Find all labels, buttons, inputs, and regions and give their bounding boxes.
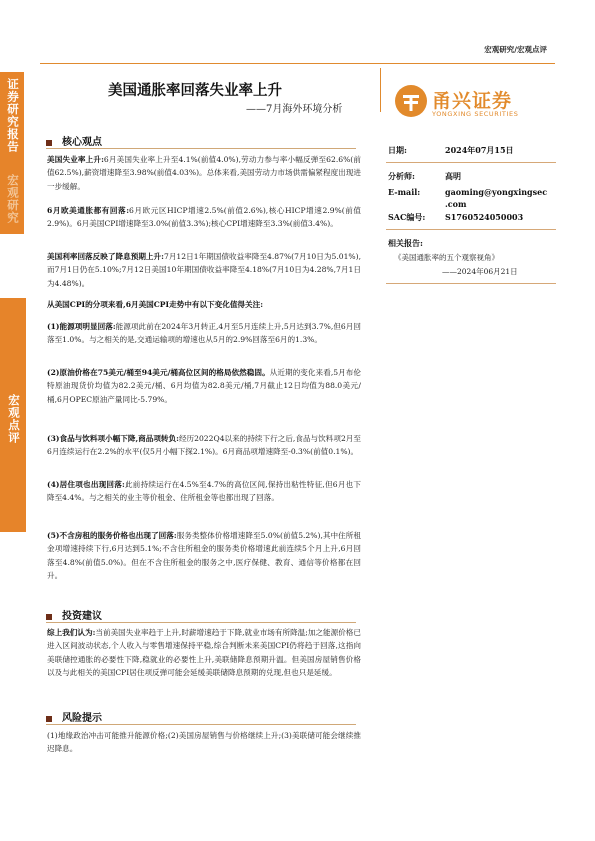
paragraph-lead: 美国利率回落反映了降息预期上升: xyxy=(47,252,164,261)
section-bullet-icon xyxy=(46,716,52,722)
section-risk-rule xyxy=(46,724,356,725)
paragraph-lead: (1)能源项明显回落: xyxy=(47,322,116,331)
email-value[interactable]: gaoming@yongxingsec xyxy=(445,187,548,197)
paragraph-unemployment xyxy=(47,153,361,193)
paragraph-housing xyxy=(47,478,361,505)
section-risk-heading xyxy=(46,709,102,724)
header-divider xyxy=(40,63,555,64)
company-name-cn: 甬兴证券 xyxy=(432,90,513,112)
section-invest-title: 投资建议 xyxy=(62,611,102,622)
paragraph-body: (1)地缘政治冲击可能推升能源价格;(2)美国房屋销售与价格继续上升;(3)美联储可能会继续推迟降息。 xyxy=(47,731,361,754)
paragraph-body: 经历2022Q4以来的持续下行之后,食品与饮料项2月至6月连续运行在2.2%的水平(仅5月小幅下探2.1%)。6月商品项增速降至-0.3%(前值0.1%)。 xyxy=(47,434,361,457)
side-tab-report-type xyxy=(0,72,24,234)
related-reports-label: 相关报告: xyxy=(388,238,423,248)
related-report-title[interactable]: 《美国通胀率的五个观察视角》 xyxy=(394,253,499,262)
paragraph-inflation xyxy=(47,204,361,231)
page-subtitle: ——7月海外环境分析 xyxy=(246,104,343,115)
paragraph-lead: (5)不含房租的服务价格也出现了回落: xyxy=(47,531,177,540)
paragraph-body: 服务类整体价格增速降至5.0%(前值5.2%),其中住所租金项增速持续下行,6月达到5.1%;不含住所租金的服务类价格增速此前连续5个月上升,6月回落至4.8%(前值5.0%)。但在不含住所租金的服务之中,医疗保健、教育、通信等价格都在回升。 xyxy=(47,531,361,581)
sac-label: SAC编号: xyxy=(388,212,426,222)
meta-divider xyxy=(386,229,556,230)
paragraph-services xyxy=(47,529,361,583)
sac-number: S1760524050003 xyxy=(445,212,524,222)
paragraph-body: 能源项此前在2024年3月转正,4月至5月连续上升,5月达到3.7%,但6月回落至1.0%。与之相关的是,交通运输项的增速也从5月的2.9%回落至6月的1.3%。 xyxy=(47,322,361,345)
side-tab-report-label: 证券研究报告 xyxy=(6,78,20,153)
paragraph-body: 6月欧元区HICP增速2.5%(前值2.6%),核心HICP增速2.9%(前值2.9%)。6月美国CPI增速降至3.0%(前值3.3%);核心CPI增速降至3.3%(前值3.4%)。 xyxy=(47,206,362,229)
section-invest-heading xyxy=(46,607,102,622)
paragraph-cpi-intro xyxy=(47,298,361,311)
section-core-rule xyxy=(46,148,356,149)
paragraph-rates xyxy=(47,250,361,290)
section-core-title: 核心观点 xyxy=(62,137,102,148)
paragraph-risk xyxy=(47,729,361,756)
title-divider xyxy=(380,68,381,112)
paragraph-body: 此前持续运行在4.5%至4.7%的高位区间,保持出粘性特征,但6月也下降至4.4%。与之相关的业主等价租金、住所租金等也都出现了回落。 xyxy=(47,480,361,503)
company-name-en: YONGXING SECURITIES xyxy=(432,110,519,118)
side-tab-commentary-label: 宏观点评 xyxy=(7,394,21,444)
paragraph-body: 6月美国失业率上升至4.1%(前值4.0%),劳动力参与率小幅反弹至62.6%(前值62.5%),薪资增速降至3.98%(前值4.03%)。总体来看,美国劳动力市场供需偏紧程度出现进一步缓解。 xyxy=(47,155,361,191)
paragraph-body: 7月12日1年期国债收益率降至4.87%(7月10日为5.01%),而7月1日仍在5.10%;7月12日美国10年期国债收益率降至4.18%(7月10日为4.28%,7月1日为4.48%)。 xyxy=(47,252,361,288)
paragraph-conclusion xyxy=(47,626,361,680)
analyst-label: 分析师: xyxy=(388,171,415,181)
section-risk-title: 风险提示 xyxy=(62,713,102,724)
paragraph-lead: 6月欧美通胀都有回落: xyxy=(47,206,130,215)
analyst-name: 高明 xyxy=(445,171,461,181)
paragraph-body: 当前美国失业率趋于上升,时薪增速趋于下降,就业市场有所降温;加之能源价格已进入区间波动状态,个人收入与零售增速保持平稳,综合判断未来美国CPI仍将趋于回落,这指向美联储控通胀的必要性下降,稳就业的必要性上升,美联储降息预期升温。但美国房屋销售价格以及与此相关的美国CPI居住项反弹可能会延缓美联储降息预期的兑现,但也只是延缓。 xyxy=(47,628,362,678)
paragraph-lead: 从美国CPI的分项来看,6月美国CPI走势中有以下变化值得关注: xyxy=(47,300,263,309)
paragraph-lead: 综上我们认为: xyxy=(47,628,96,637)
paragraph-lead: (4)居住项也出现回落: xyxy=(47,480,125,489)
side-tab-commentary xyxy=(0,298,26,532)
meta-divider xyxy=(386,162,556,163)
side-tab-research-label: 宏观研究 xyxy=(6,174,20,224)
section-bullet-icon xyxy=(46,140,52,146)
paragraph-lead: 美国失业率上升: xyxy=(47,155,104,164)
section-invest-rule xyxy=(46,622,356,623)
paragraph-lead: (3)食品与饮料项小幅下降,商品项转负: xyxy=(47,434,179,443)
related-report-date: ——2024年06月21日 xyxy=(442,267,518,276)
meta-divider xyxy=(386,283,556,284)
report-category: 宏观研究/宏观点评 xyxy=(484,45,547,54)
company-logo-icon xyxy=(394,84,428,118)
page-title: 美国通胀率回落失业率上升 xyxy=(108,83,282,99)
paragraph-lead: (2)原油价格在75美元/桶至94美元/桶高位区间的格局依然稳固。 xyxy=(47,368,270,377)
email-label: E-mail: xyxy=(388,187,421,197)
email-value-continued[interactable]: .com xyxy=(445,199,467,209)
paragraph-oil xyxy=(47,366,361,406)
date-label: 日期: xyxy=(388,145,407,155)
paragraph-food xyxy=(47,432,361,459)
section-core-heading xyxy=(46,133,102,148)
section-bullet-icon xyxy=(46,614,52,620)
date-value: 2024年07月15日 xyxy=(445,145,514,155)
paragraph-energy xyxy=(47,320,361,347)
paragraph-body: 从近期的变化来看,5月布伦特原油现货价均值为82.2美元/桶、6月均值为82.8美元/桶,7月截止12日均值为88.0美元/桶,6月OPEC原油产量同比-5.79%。 xyxy=(47,368,361,404)
